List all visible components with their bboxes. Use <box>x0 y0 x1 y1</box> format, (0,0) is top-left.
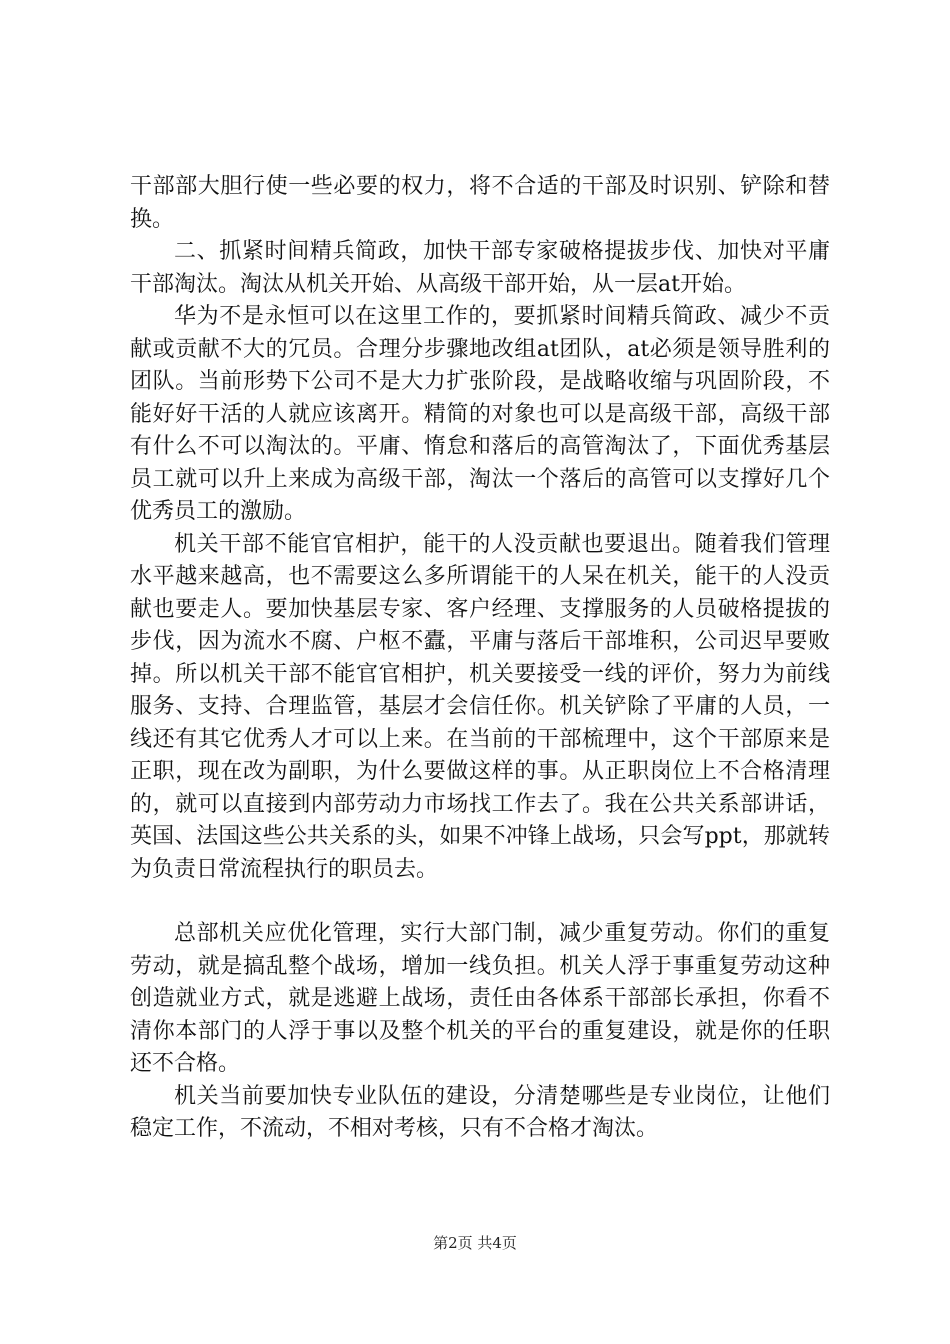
paragraph-continuation: 干部部大胆行使一些必要的权力，将不合适的干部及时识别、铲除和替换。 <box>130 174 830 232</box>
paragraph-section-two-heading: 二、抓紧时间精兵简政，加快干部专家破格提拔步伐、加快对平庸干部淘汰。淘汰从机关开始、从高级干部开始，从一层at开始。 <box>130 239 830 297</box>
document-body <box>130 171 830 1146</box>
paragraph-professional-team: 机关当前要加快专业队伍的建设，分清楚哪些是专业岗位，让他们稳定工作，不流动，不相对考核，只有不合格才淘汰。 <box>130 1083 830 1141</box>
paragraph-cadre-accountability: 机关干部不能官官相护，能干的人没贡献也要退出。随着我们管理水平越来越高，也不需要这么多所谓能干的人呆在机关，能干的人没贡献也要走人。要加快基层专家、客户经理、支撑服务的人员破格提拔的步伐，因为流水不腐、户枢不蠹，平庸与落后干部堆积，公司迟早要败掉。所以机关干部不能官官相护，机关要接受一线的评价，努力为前线服务、支持、合理监管，基层才会信任你。机关铲除了平庸的人员，一线还有其它优秀人才可以上来。在当前的干部梳理中，这个干部原来是正职，现在改为副职，为什么要做这样的事。从正职岗位上不合格清理的，就可以直接到内部劳动力市场找工作去了。我在公共关系部讲话，英国、法国这些公共关系的头，如果不冲锋上战场，只会写ppt，那就转为负责日常流程执行的职员去。 <box>130 531 830 882</box>
paragraph-streamline-staff: 华为不是永恒可以在这里工作的，要抓紧时间精兵简政、减少不贡献或贡献不大的冗员。合理分步骤地改组at团队，at必须是领导胜利的团队。当前形势下公司不是大力扩张阶段，是战略收缩与巩固阶段，不能好好干活的人就应该离开。精简的对象也可以是高级干部，高级干部有什么不可以淘汰的。平庸、惰怠和落后的高管淘汰了，下面优秀基层员工就可以升上来成为高级干部，淘汰一个落后的高管可以支撑好几个优秀员工的激励。 <box>130 304 830 524</box>
paragraph-hq-optimization: 总部机关应优化管理，实行大部门制，减少重复劳动。你们的重复劳动，就是搞乱整个战场，增加一线负担。机关人浮于事重复劳动这种创造就业方式，就是逃避上战场，责任由各体系干部部长承担，你看不清你本部门的人浮于事以及整个机关的平台的重复建设，就是你的任职还不合格。 <box>130 921 830 1076</box>
page-footer: 第2页 共4页 <box>433 1234 517 1252</box>
